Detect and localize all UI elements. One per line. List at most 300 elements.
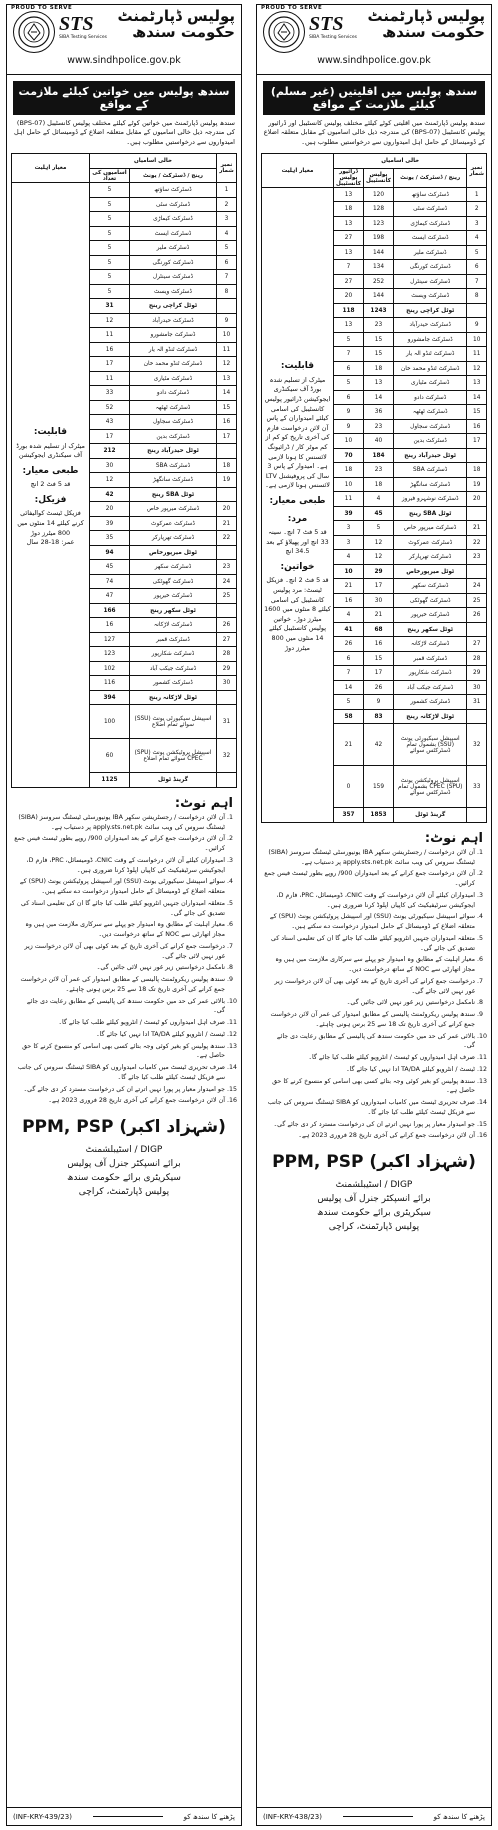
cell-district: ڈسٹرکٹ دادو: [394, 390, 467, 405]
criteria-qualification-heading: قابلیت:: [280, 361, 315, 372]
cell-district: ڈسٹرکٹ خیرپور: [130, 589, 217, 604]
cell-count: 11: [90, 328, 130, 343]
cell-district: ڈسٹرکٹ میرپور خاص: [394, 521, 467, 536]
cell-constable: 123: [364, 216, 394, 231]
note-item: 6. معیار اہلیت کے مطابق وہ امیدوار جو پہلے سے سرکاری ملازمت میں ہیں وہ مجاز اتھارٹی سے NOC کے ساتھ درخواست دیں۔: [13, 920, 225, 940]
criteria-female-heading: خواتین:: [280, 561, 315, 572]
cell-constable: 40: [364, 434, 394, 449]
department-line-1: پولیس ڈپارٹمنٹ: [117, 7, 235, 25]
cell-serial: 11: [217, 342, 237, 357]
cell-constable: 5: [364, 521, 394, 536]
cell-district: ڈسٹرکٹ کشمور: [394, 695, 467, 710]
cell-serial: 23: [217, 560, 237, 575]
cell-serial: 1: [467, 187, 487, 202]
cell-serial: [217, 444, 237, 459]
cell-constable: 83: [364, 709, 394, 724]
cell-serial: 18: [467, 463, 487, 478]
cell-district: ٹوٹل SBA رینج: [394, 506, 467, 521]
cell-serial: 30: [467, 680, 487, 695]
cell-district: ڈسٹرکٹ سینٹرل: [130, 270, 217, 285]
cell-district: ڈسٹرکٹ کیماڑی: [394, 216, 467, 231]
cell-serial: 4: [467, 231, 487, 246]
cell-count: 5: [90, 197, 130, 212]
cell-constable: 18: [364, 477, 394, 492]
cell-serial: 18: [217, 458, 237, 473]
cell-district: ڈسٹرکٹ بدین: [394, 434, 467, 449]
cell-district: اسپیشل پروٹیکشن یونٹ (SPU) CPEC سوائے تمام اضلاع: [130, 739, 217, 773]
cell-serial: 22: [467, 535, 487, 550]
cell-driver-constable: 13: [334, 187, 364, 202]
cell-constable: 30: [364, 593, 394, 608]
signatory-role-1: DIGP / اسٹیبلشمنٹ: [335, 1180, 413, 1191]
cell-driver-constable: 26: [334, 637, 364, 652]
cell-driver-constable: 13: [334, 245, 364, 260]
cell-district: ڈسٹرکٹ مٹیاری: [130, 371, 217, 386]
cell-district: ڈسٹرکٹ ایسٹ: [130, 226, 217, 241]
cell-serial: 4: [217, 226, 237, 241]
cell-count: 60: [90, 739, 130, 773]
cell-driver-constable: 6: [334, 390, 364, 405]
cell-count: 11: [90, 371, 130, 386]
sts-logo: STS: [309, 13, 344, 35]
note-item: 2. آن لائن درخواست جمع کرانے کے بعد امیدواران 900/ روپے بطور ٹیسٹ فیس جمع کرائیں۔: [13, 834, 225, 854]
department-line-2: حکومت سندھ: [382, 22, 485, 41]
signatory-role-1: DIGP / اسٹیبلشمنٹ: [85, 1145, 163, 1156]
cell-district: ڈسٹرکٹ کیماڑی: [130, 212, 217, 227]
cell-district: ٹوٹل کراچی رینج: [394, 303, 467, 318]
cell-district: ڈسٹرکٹ سینٹرل: [394, 274, 467, 289]
cell-district: ڈسٹرکٹ سانگھڑ: [394, 477, 467, 492]
cell-driver-constable: 13: [334, 318, 364, 333]
cell-district: گرینڈ ٹوٹل: [130, 773, 217, 788]
ad-banner: سندھ پولیس میں اقلیتیں (غیر مسلم) کیلئے ملازمت کے مواقع: [263, 81, 485, 115]
note-item: 9. سندھ پولیس ریکروٹمنٹ پالیسی کے مطابق امیدوار کی عمر آن لائن درخواست جمع کرانے کی آخری تاریخ تک 18 سے 25 برس ہونی چاہئے۔: [263, 1010, 475, 1030]
cell-serial: 26: [467, 608, 487, 623]
cell-district: ٹوٹل لاڑکانہ رینج: [394, 709, 467, 724]
cell-criteria: [12, 183, 90, 788]
signatory-role-4: پولیس ڈپارٹمنٹ، کراچی: [78, 1186, 170, 1197]
notes-title: اہم نوٹ:: [424, 830, 483, 846]
cell-district: ڈسٹرکٹ ٹنڈو الہ یار: [394, 347, 467, 362]
cell-driver-constable: 10: [334, 564, 364, 579]
ad-intro: سندھ پولیس ڈپارٹمنٹ میں خواتین کوٹے کیلئے مختلف پولیس کانسٹیبل (BPS-07) کی مندرجہ ذیل خالی اسامیوں کے مقابل متعلقہ اضلاع کے ڈومیسائل کے حامل اہل امیدواروں سے درخواستیں مطلوب ہیں۔: [13, 119, 235, 146]
cell-constable: 12: [364, 535, 394, 550]
cell-serial: 7: [467, 274, 487, 289]
footer-divider: [343, 1816, 413, 1817]
cell-driver-constable: 27: [334, 274, 364, 289]
cell-constable: 68: [364, 622, 394, 637]
note-item: 2. آن لائن درخواست جمع کرانے کے بعد امیدواران 900/ روپے بطور ٹیسٹ فیس جمع کرائیں۔: [263, 869, 475, 889]
ad-intro: سندھ پولیس ڈپارٹمنٹ میں اقلیتی کوٹے کیلئے مختلف پولیس کانسٹیبل اور ڈرائیور پولیس کانسٹیبل (BPS-07) کی مندرجہ ذیل خالی اسامیوں کے مقابل متعلقہ اضلاع کے ڈومیسائل کے حامل اہل امیدواروں سے درخواستیں مطلوب ہیں۔: [263, 119, 485, 146]
cell-constable: 252: [364, 274, 394, 289]
cell-district: گرینڈ ٹوٹل: [394, 808, 467, 823]
cell-serial: [467, 622, 487, 637]
cell-district: ڈسٹرکٹ ٹنڈو محمد خان: [130, 357, 217, 372]
cell-serial: 11: [467, 347, 487, 362]
cell-serial: 3: [467, 216, 487, 231]
signatory-name: PPM, PSP (شہزاد اکبر): [22, 1117, 226, 1138]
col-criteria: معیار اہلیت: [262, 154, 334, 188]
col-serial: نمبر شمار: [217, 154, 237, 183]
cell-district: ڈسٹرکٹ حیدرآباد: [130, 313, 217, 328]
cell-constable: 17: [364, 666, 394, 681]
criteria-height: قد 5 فٹ 2 انچ: [30, 480, 71, 489]
note-item: 5. متعلقہ امیدواران جنہیں انٹرویو کیلئے طلب کیا جائے گا ان کی تعلیمی اسناد کی تصدیق کی جائے گی۔: [263, 934, 475, 954]
note-item: 10. بالائی عمر کی حد میں حکومت سندھ کی پالیسی کے مطابق رعایت دی جائے گی۔: [13, 997, 225, 1017]
ad-footer: [7, 1807, 241, 1825]
note-item: 15. جو امیدوار معیار پر پورا نہیں اترتے ان کی درخواست مسترد کر دی جائے گی۔: [263, 1120, 475, 1130]
note-item: 10. بالائی عمر کی حد میں حکومت سندھ کی پالیسی کے مطابق رعایت دی جائے گی۔: [263, 1032, 475, 1052]
cell-serial: [217, 545, 237, 560]
department-line-2: حکومت سندھ: [132, 22, 235, 41]
cell-count: 12: [90, 313, 130, 328]
cell-driver-constable: 10: [334, 477, 364, 492]
note-item: 8. نامکمل درخواستیں زیر غور نہیں لائی جائیں گی۔: [13, 963, 225, 973]
cell-district: ڈسٹرکٹ سٹی: [130, 197, 217, 212]
cell-district: ڈسٹرکٹ نوشہرو فیروز: [394, 492, 467, 507]
note-item: 4. سوائے اسپیشل سیکیورٹی یونٹ (SSU) اور اسپیشل پروٹیکشن یونٹ (SPU) کے متعلقہ اضلاع کے ڈومیسائل کے حامل امیدوار درخواست دے سکتے ہیں۔: [13, 877, 225, 897]
cell-constable: 26: [364, 680, 394, 695]
cell-serial: 25: [467, 593, 487, 608]
cell-driver-constable: 21: [334, 724, 364, 766]
sts-logo: STS: [59, 13, 94, 35]
signature-block: [257, 1143, 491, 1293]
cell-count: 127: [90, 632, 130, 647]
cell-serial: 22: [217, 531, 237, 546]
cell-serial: 13: [467, 376, 487, 391]
cell-count: 166: [90, 603, 130, 618]
cell-district: ڈسٹرکٹ جیکب آباد: [394, 680, 467, 695]
cell-count: 17: [90, 429, 130, 444]
vacancy-table: [11, 153, 237, 788]
cell-serial: 25: [217, 589, 237, 604]
cell-serial: 19: [467, 477, 487, 492]
ad-women: [6, 4, 242, 1826]
note-item: 3. امیدواران کیلئے آن لائن درخواست کے وقت CNIC، ڈومیسائل، PRC، فارم D، ایجوکیشن سرٹیفیکیٹ کی کاپیاں اپلوڈ کرنا ضروری ہیں۔: [263, 891, 475, 911]
note-item: 11. صرف اہل امیدواروں کو ٹیسٹ / انٹرویو کیلئے طلب کیا جائے گا۔: [13, 1018, 225, 1028]
cell-driver-constable: 18: [334, 202, 364, 217]
cell-count: 212: [90, 444, 130, 459]
cell-district: ڈسٹرکٹ جامشورو: [394, 332, 467, 347]
signatory-role-2: برائے انسپکٹر جنرل آف پولیس: [67, 1158, 181, 1169]
cell-district: ڈسٹرکٹ کشمور: [130, 676, 217, 691]
cell-district: ٹوٹل میرپورخاص: [130, 545, 217, 560]
cell-serial: 29: [467, 666, 487, 681]
sindh-police-emblem-icon: [13, 11, 55, 53]
cell-district: ڈسٹرکٹ تھرپارکر: [394, 550, 467, 565]
signatory-name: PPM, PSP (شہزاد اکبر): [272, 1152, 476, 1173]
note-item: 8. نامکمل درخواستیں زیر غور نہیں لائی جائیں گی۔: [263, 998, 475, 1008]
cell-count: 116: [90, 676, 130, 691]
cell-constable: 184: [364, 448, 394, 463]
ad-minorities: [256, 4, 492, 1826]
reference-number: (INF-KRY-439/23): [13, 1812, 72, 1821]
cell-serial: 12: [467, 361, 487, 376]
cell-count: 45: [90, 560, 130, 575]
cell-district: اسپیشل پروٹیکشن یونٹ (SPU) CPEC بشمول تمام ڈسٹرکٹس سوائے: [394, 766, 467, 808]
cell-serial: 24: [217, 574, 237, 589]
cell-constable: 17: [364, 579, 394, 594]
cell-serial: 3: [217, 212, 237, 227]
cell-serial: 24: [467, 579, 487, 594]
cell-serial: [217, 487, 237, 502]
cell-constable: 15: [364, 651, 394, 666]
cell-constable: 13: [364, 376, 394, 391]
cell-constable: 15: [364, 347, 394, 362]
cell-district: ڈسٹرکٹ شکارپور: [130, 647, 217, 662]
cell-count: 100: [90, 705, 130, 739]
cell-district: ڈسٹرکٹ تھرپارکر: [130, 531, 217, 546]
cell-count: 5: [90, 226, 130, 241]
cell-constable: 18: [364, 361, 394, 376]
cell-serial: 20: [467, 492, 487, 507]
cell-serial: 27: [467, 637, 487, 652]
cell-district: ڈسٹرکٹ مٹیاری: [394, 376, 467, 391]
cell-count: 42: [90, 487, 130, 502]
cell-serial: 15: [217, 400, 237, 415]
cell-serial: 14: [467, 390, 487, 405]
criteria-qualification: میٹرک از تسلیم شدہ بورڈ آف سیکنڈری ایجوکیشن ڈرائیور پولیس کانسٹیبل کی اسامی کیلئے امیدواران کے پاس آن لائن درخواست فارم کی آخری تاریخ کو کم از کم موٹر کار / ڈرائیونگ لائسنس کا ہونا لازمی ہے۔ امیدوار کے پاس 3 سال کی پروفیشنل LTV لائسنس ہونا لازمی ہے۔: [264, 375, 331, 490]
notes-title: اہم نوٹ:: [174, 795, 233, 811]
motto: PROUD TO SERVE: [261, 5, 323, 11]
cell-serial: 28: [217, 647, 237, 662]
cell-driver-constable: 7: [334, 666, 364, 681]
cell-driver-constable: 7: [334, 347, 364, 362]
cell-district: ڈسٹرکٹ کورنگی: [394, 260, 467, 275]
cell-district: ڈسٹرکٹ جیکب آباد: [130, 661, 217, 676]
col-district: رینج / ڈسٹرکٹ / یونٹ: [394, 168, 467, 187]
cell-driver-constable: 11: [334, 492, 364, 507]
table-row: [262, 187, 487, 202]
cell-serial: 32: [467, 724, 487, 766]
cell-constable: 42: [364, 724, 394, 766]
cell-serial: 13: [217, 371, 237, 386]
cell-serial: 2: [467, 202, 487, 217]
note-item: 16. آن لائن درخواست جمع کرانے کی آخری تاریخ 28 فروری 2023 ہے۔: [13, 1096, 225, 1106]
cell-district: ٹوٹل حیدرآباد رینج: [130, 444, 217, 459]
cell-serial: [217, 603, 237, 618]
cell-driver-constable: 0: [334, 766, 364, 808]
signatory-role-3: سیکریٹری برائے حکومت سندھ: [317, 1207, 431, 1218]
col-district: رینج / ڈسٹرکٹ / یونٹ: [130, 168, 217, 183]
note-item: 4. سوائے اسپیشل سیکیورٹی یونٹ (SSU) اور اسپیشل پروٹیکشن یونٹ (SPU) کے متعلقہ اضلاع کے ڈومیسائل کے حامل امیدوار درخواست دے سکتے ہیں۔: [263, 912, 475, 932]
criteria-qualification-heading: قابلیت:: [33, 427, 68, 438]
cell-district: ٹوٹل لاڑکانہ رینج: [130, 690, 217, 705]
cell-serial: [467, 564, 487, 579]
cell-district: ڈسٹرکٹ عمرکوٹ: [394, 535, 467, 550]
cell-serial: 26: [217, 618, 237, 633]
footer-divider: [93, 1816, 163, 1817]
cell-driver-constable: 70: [334, 448, 364, 463]
criteria-physical-heading: طبعی معیار:: [269, 496, 326, 507]
cell-serial: 15: [467, 405, 487, 420]
cell-serial: 33: [467, 766, 487, 808]
cell-district: ڈسٹرکٹ سٹی: [394, 202, 467, 217]
cell-driver-constable: 5: [334, 376, 364, 391]
cell-count: 102: [90, 661, 130, 676]
cell-driver-constable: 16: [334, 593, 364, 608]
ad-header: [7, 5, 241, 75]
cell-driver-constable: 9: [334, 405, 364, 420]
notes-list: [7, 813, 241, 1106]
cell-driver-constable: 3: [334, 521, 364, 536]
cell-count: 94: [90, 545, 130, 560]
cell-count: 12: [90, 473, 130, 488]
cell-serial: 8: [217, 284, 237, 299]
cell-district: ڈسٹرکٹ گھوٹکی: [394, 593, 467, 608]
department-line-1: پولیس ڈپارٹمنٹ: [367, 7, 485, 25]
cell-serial: [217, 299, 237, 314]
cell-district: ڈسٹرکٹ ایسٹ: [394, 231, 467, 246]
note-item: 14. صرف تحریری ٹیسٹ میں کامیاب امیدواروں کو SIBA ٹیسٹنگ سروس کی جانب سے فزیکل ٹیسٹ کیلئے طلب کیا جائے گا۔: [13, 1063, 225, 1083]
cell-driver-constable: 41: [334, 622, 364, 637]
website-link[interactable]: www.sindhpolice.gov.pk: [67, 55, 181, 66]
cell-constable: 23: [364, 419, 394, 434]
cell-district: ڈسٹرکٹ ٹھٹھہ: [394, 405, 467, 420]
footer-note: پڑھنے کا سندھ کو: [183, 1812, 235, 1821]
criteria-physical-heading: طبعی معیار:: [22, 465, 79, 476]
cell-constable: 36: [364, 405, 394, 420]
cell-serial: 32: [217, 739, 237, 773]
note-item: 3. امیدواران کیلئے آن لائن درخواست کے وقت CNIC، ڈومیسائل، PRC، فارم D، ایجوکیشن سرٹیفیکیٹ کی کاپیاں اپلوڈ کرنا ضروری ہیں۔: [13, 856, 225, 876]
cell-serial: 9: [217, 313, 237, 328]
cell-driver-constable: 7: [334, 260, 364, 275]
cell-serial: [217, 690, 237, 705]
cell-serial: 30: [217, 676, 237, 691]
notes-list: [257, 848, 491, 1141]
cell-constable: 14: [364, 390, 394, 405]
cell-constable: 144: [364, 289, 394, 304]
cell-serial: 10: [217, 328, 237, 343]
cell-serial: 1: [217, 183, 237, 198]
cell-district: ڈسٹرکٹ لاڑکانہ: [130, 618, 217, 633]
criteria-fitness: فزیکل ٹیسٹ کوالیفائی کرنے کیلئے 14 منٹوں میں 800 میٹرز دوڑ: [17, 509, 84, 537]
cell-serial: 5: [217, 241, 237, 256]
note-item: 14. صرف تحریری ٹیسٹ میں کامیاب امیدواروں کو SIBA ٹیسٹنگ سروس کی جانب سے فزیکل ٹیسٹ کیلئے طلب کیا جائے گا۔: [263, 1098, 475, 1118]
cell-serial: 9: [467, 318, 487, 333]
cell-count: 43: [90, 415, 130, 430]
cell-serial: 6: [467, 260, 487, 275]
cell-serial: 2: [217, 197, 237, 212]
cell-constable: 1853: [364, 808, 394, 823]
cell-district: ٹوٹل حیدرآباد رینج: [394, 448, 467, 463]
cell-district: ڈسٹرکٹ سجاول: [130, 415, 217, 430]
cell-driver-constable: 27: [334, 231, 364, 246]
cell-district: ڈسٹرکٹ ویسٹ: [130, 284, 217, 299]
cell-district: ڈسٹرکٹ ٹنڈو محمد خان: [394, 361, 467, 376]
cell-driver-constable: 5: [334, 332, 364, 347]
cell-serial: 21: [467, 521, 487, 536]
cell-count: 35: [90, 531, 130, 546]
cell-serial: [467, 448, 487, 463]
note-item: 12. ٹیسٹ / انٹرویو کیلئے TA/DA ادا نہیں کیا جائے گا۔: [263, 1065, 475, 1075]
cell-district: اسپیشل سیکیورٹی یونٹ (SSU) سوائے تمام اضلاع: [130, 705, 217, 739]
col-group-vacancies: خالی اسامیاں: [90, 154, 217, 169]
ad-footer: [257, 1807, 491, 1825]
website-link[interactable]: www.sindhpolice.gov.pk: [317, 55, 431, 66]
note-item: 6. معیار اہلیت کے مطابق وہ امیدوار جو پہلے سے سرکاری ملازمت میں ہیں وہ مجاز اتھارٹی سے NOC کے ساتھ درخواست دیں۔: [263, 955, 475, 975]
cell-serial: 16: [217, 415, 237, 430]
cell-count: 17: [90, 357, 130, 372]
cell-district: ڈسٹرکٹ سجاول: [394, 419, 467, 434]
cell-count: 74: [90, 574, 130, 589]
cell-district: ڈسٹرکٹ سکھر: [394, 579, 467, 594]
cell-driver-constable: 39: [334, 506, 364, 521]
cell-count: 123: [90, 647, 130, 662]
cell-district: ٹوٹل سکھر رینج: [394, 622, 467, 637]
ad-banner: سندھ پولیس میں خواتین کیلئے ملازمت کے مواقع: [13, 81, 235, 115]
vacancy-table: [261, 153, 487, 823]
cell-district: ٹوٹل کراچی رینج: [130, 299, 217, 314]
note-item: 13. سندھ پولیس کو بغیر کوئی وجہ بتائے کسی بھی اسامی کو منسوخ کرنے کا حق حاصل ہے۔: [13, 1042, 225, 1062]
cell-serial: [467, 506, 487, 521]
criteria-male: قد 5 فٹ 7 انچ۔ سینہ 33 انچ اور پھیلاؤ کے بعد 34.5 انچ: [266, 528, 329, 556]
cell-driver-constable: 20: [334, 289, 364, 304]
cell-serial: [467, 709, 487, 724]
cell-constable: 134: [364, 260, 394, 275]
cell-serial: 17: [217, 429, 237, 444]
cell-count: 16: [90, 342, 130, 357]
cell-serial: 6: [217, 255, 237, 270]
cell-serial: 27: [217, 632, 237, 647]
cell-serial: 31: [467, 695, 487, 710]
cell-count: 394: [90, 690, 130, 705]
cell-district: ڈسٹرکٹ ٹھٹھہ: [130, 400, 217, 415]
cell-district: ڈسٹرکٹ ٹنڈو الہ یار: [130, 342, 217, 357]
cell-constable: 12: [364, 550, 394, 565]
cell-driver-constable: 21: [334, 579, 364, 594]
col-driver-constable: ڈرائیور پولیس کانسٹیبل: [334, 168, 364, 187]
cell-serial: 23: [467, 550, 487, 565]
cell-driver-constable: 118: [334, 303, 364, 318]
cell-serial: 14: [217, 386, 237, 401]
motto: PROUD TO SERVE: [11, 5, 73, 11]
sindh-police-emblem-icon: [263, 11, 305, 53]
cell-count: 16: [90, 618, 130, 633]
cell-driver-constable: 5: [334, 695, 364, 710]
cell-constable: 45: [364, 506, 394, 521]
col-criteria: معیار اہلیت: [12, 154, 90, 183]
cell-count: 33: [90, 386, 130, 401]
cell-constable: 4: [364, 492, 394, 507]
note-item: 7. درخواست جمع کرانے کی آخری تاریخ کے بعد کوئی بھی آن لائن درخواست زیر غور نہیں لائی جائے گی۔: [13, 942, 225, 962]
cell-district: ڈسٹرکٹ جامشورو: [130, 328, 217, 343]
cell-district: ڈسٹرکٹ سانگھڑ: [130, 473, 217, 488]
cell-constable: 144: [364, 245, 394, 260]
cell-district: ڈسٹرکٹ SBA: [394, 463, 467, 478]
table-row: [12, 183, 237, 198]
cell-serial: 20: [217, 502, 237, 517]
cell-driver-constable: 9: [334, 419, 364, 434]
cell-district: ڈسٹرکٹ قمبر: [130, 632, 217, 647]
sts-subtitle: SIBA Testing Services: [309, 35, 358, 40]
cell-driver-constable: 3: [334, 535, 364, 550]
reference-number: (INF-KRY-438/23): [263, 1812, 322, 1821]
col-count: اسامیوں کی تعداد: [90, 168, 130, 183]
col-group-vacancies: خالی اسامیاں: [334, 154, 467, 169]
cell-serial: 5: [467, 245, 487, 260]
cell-constable: 9: [364, 695, 394, 710]
cell-driver-constable: 18: [334, 463, 364, 478]
signatory-role-4: پولیس ڈپارٹمنٹ، کراچی: [328, 1221, 420, 1232]
cell-district: ڈسٹرکٹ ساؤتھ: [394, 187, 467, 202]
cell-serial: [467, 808, 487, 823]
cell-count: 39: [90, 516, 130, 531]
note-item: 11. صرف اہل امیدواروں کو ٹیسٹ / انٹرویو کیلئے طلب کیا جائے گا۔: [263, 1053, 475, 1063]
cell-driver-constable: 58: [334, 709, 364, 724]
cell-serial: 21: [217, 516, 237, 531]
criteria-female: قد 5 فٹ 2 انچ۔ فزیکل ٹیسٹ: مرد پولیس کانسٹیبل کی اسامی کیلئے 8 منٹوں میں 1600 میٹرز دوڑ۔ خواتین پولیس کانسٹیبل کیلئے 14 منٹوں میں 800 میٹرز دوڑ: [264, 576, 331, 652]
